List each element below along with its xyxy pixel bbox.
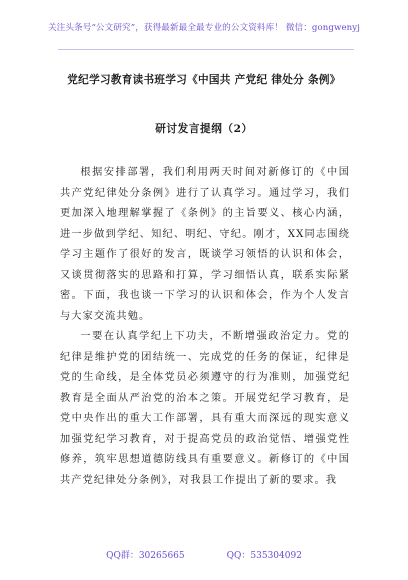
footer-qq-group: QQ群：30265665 — [106, 551, 185, 561]
footer-qq: QQ：535304092 — [226, 551, 302, 561]
document-title: 党纪学习教育读书班学习《中国共 产党纪 律处分 条例》 — [67, 74, 341, 86]
body-paragraph: 一要在认真学纪上下功夫，不断增强政治定力。党的纪律是维护党的团结统一、完成党的任务的保证，纪律是党的生命线，是全体党员必须遵守的行为准则，加强党纪教育是全面从严治党的治本之策。开展党纪学习教育，是党中央作出的重大工作部署，具有重大而深远的现实意义加强党纪学习教育，对于提高党员的政治觉悟、增强党性修养，筑牢思想道德防线具有重要意义。新修订的《中国共产党纪律处分条例》，对我县工作提出了新的要求。我 — [60, 331, 350, 486]
header-divider — [58, 49, 354, 50]
body-paragraph: 根据安排部署，我们利用两天时间对新修订的《中国共产党纪律处分条例》进行了认真学习。通过学习，我们更加深入地理解掌握了《条例》的主旨要义、核心内涵，进一步做到学纪、知纪、明纪、守纪。刚才，XX同志围绕学习主题作了很好的发言，既谈学习领悟的认识和体会，又谈贯彻落实的思路和打算，学习细悟认真，联系实际紧密。下面，我也谈一下学习的认识和体会，作为个人发言与大家交流共勉。 — [60, 167, 350, 322]
header-note: 关注头条号“公文研究”，获得最新最全最专业的公文资料库！ 微信：gongwenyj — [47, 23, 361, 33]
footer-contact — [0, 548, 408, 561]
document-subtitle: 研讨发言提纲（2） — [155, 123, 253, 135]
document-body — [60, 163, 350, 491]
